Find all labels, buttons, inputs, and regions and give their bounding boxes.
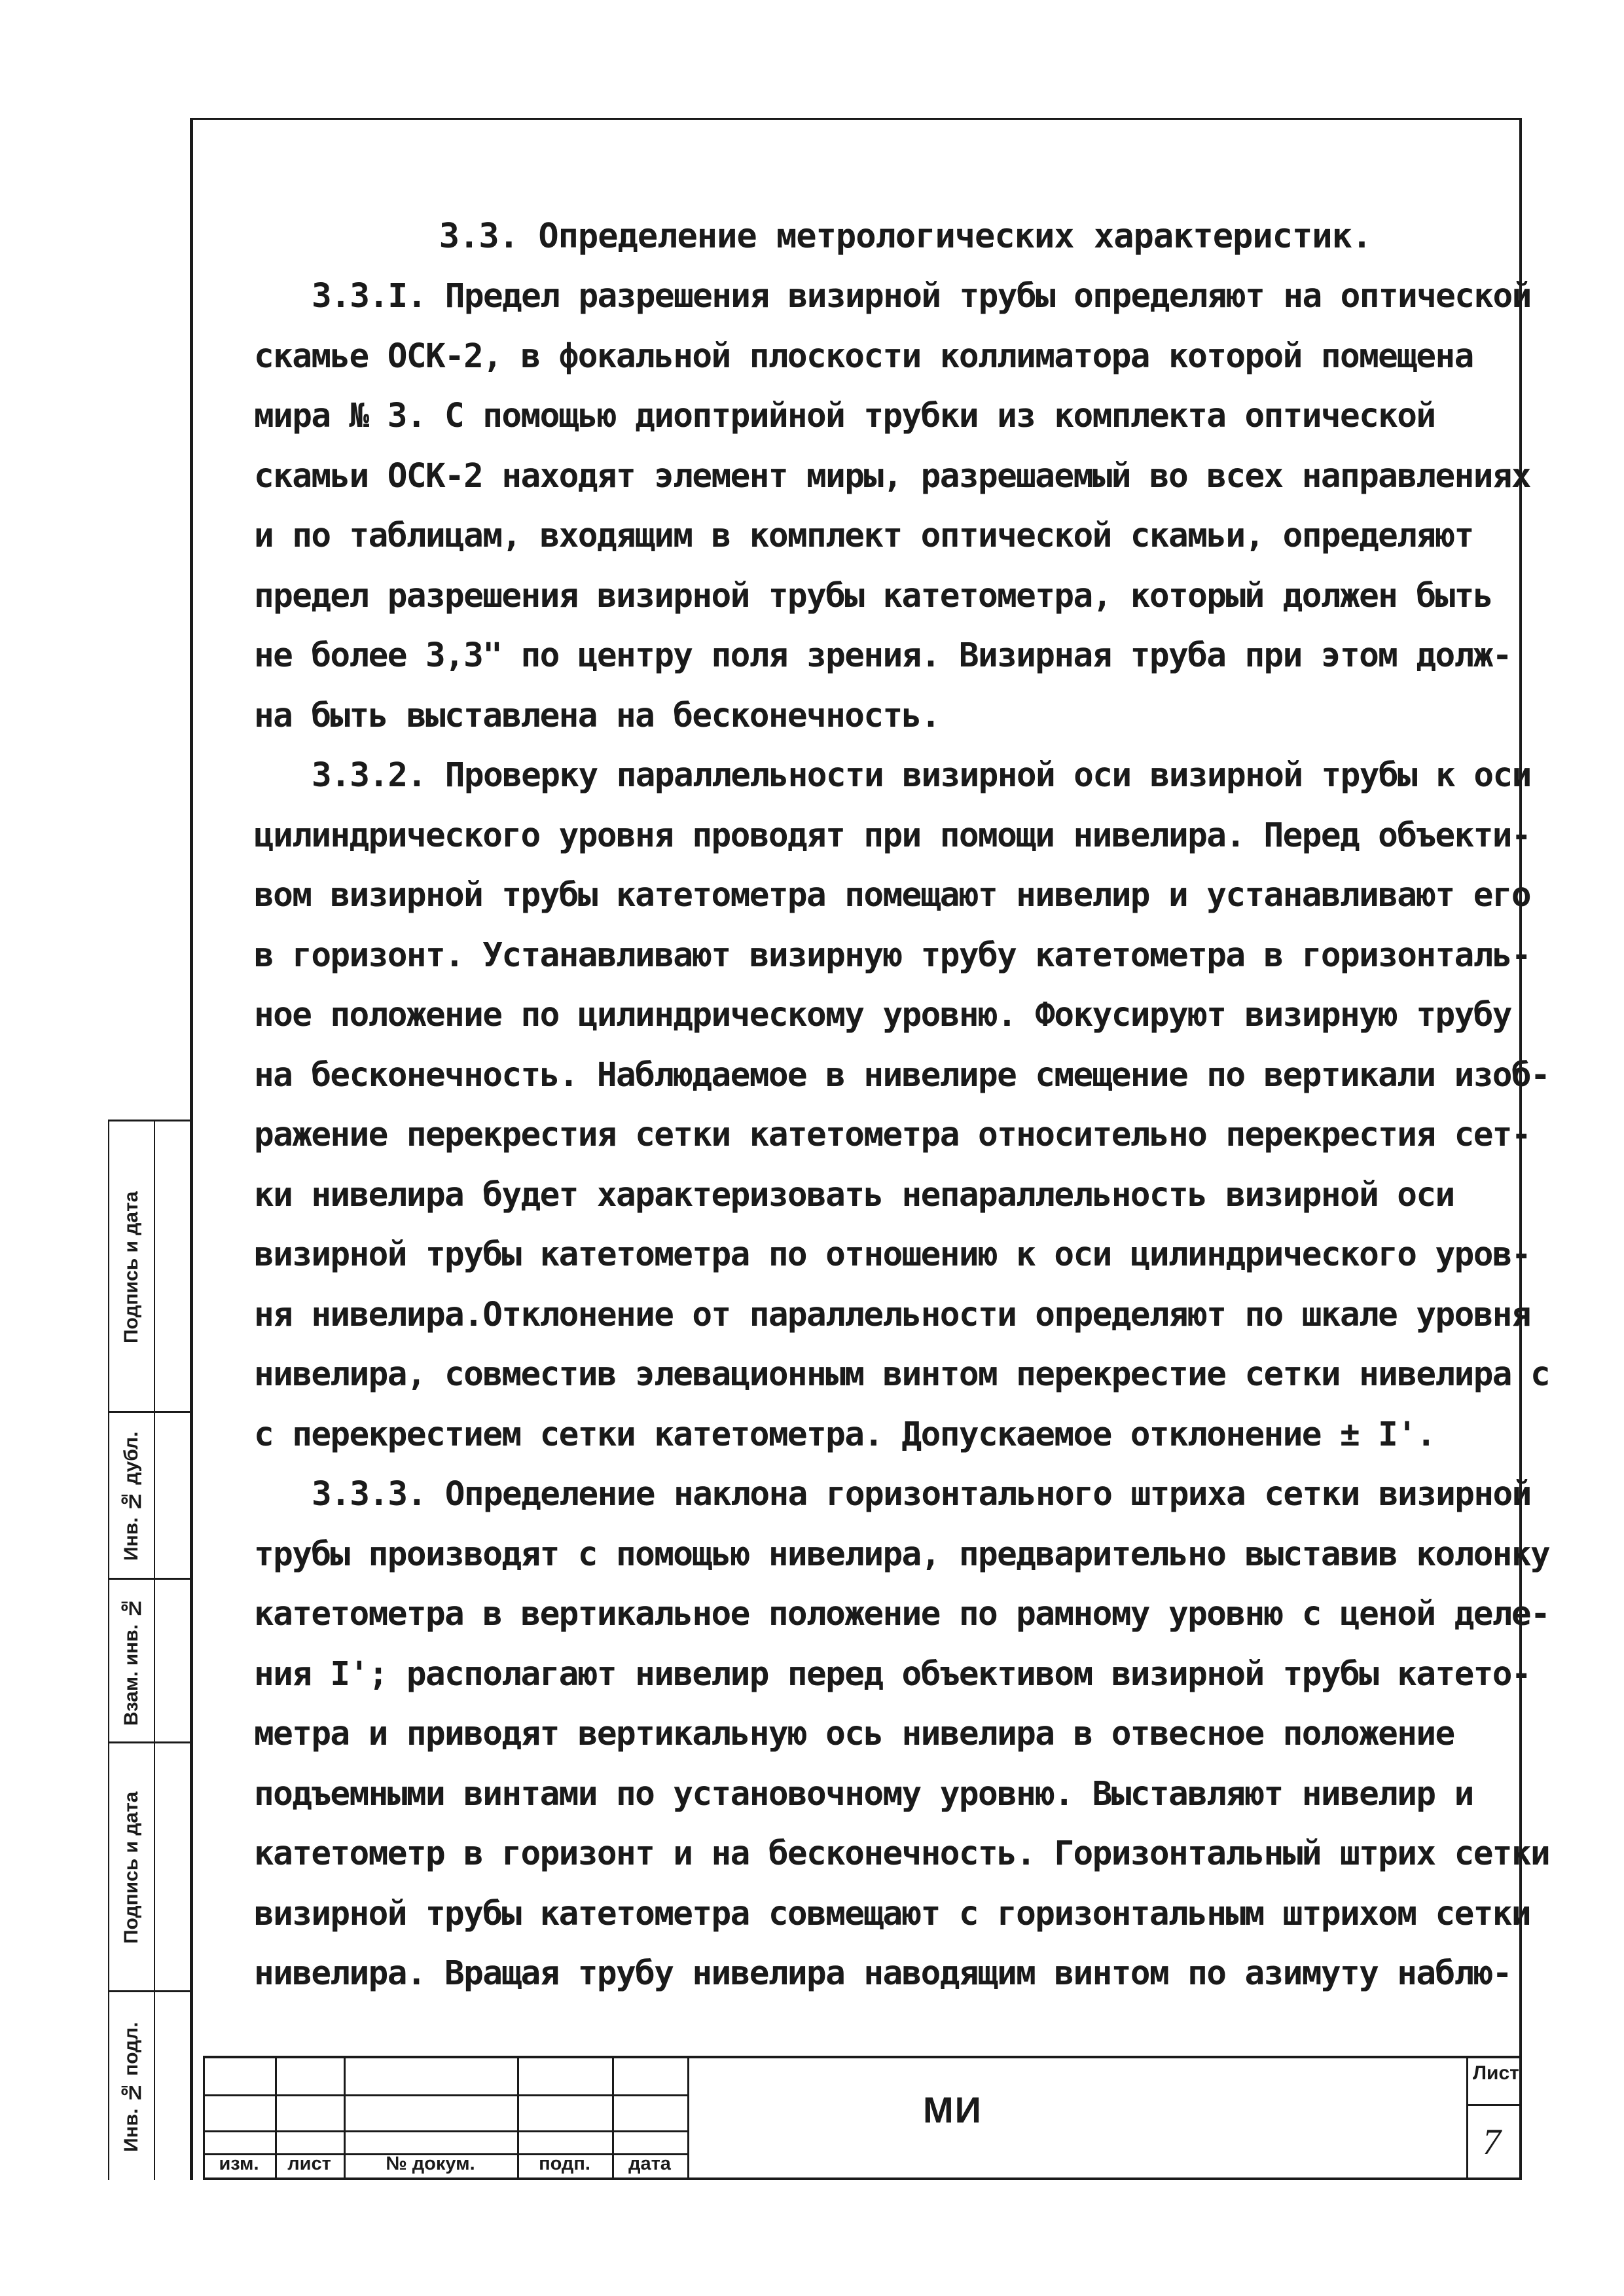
text-line: ния I'; располагают нивелир перед объективом визирной трубы катето- [254,1654,1531,1694]
side-label-dup-inv: Инв. № дубл. [120,1431,142,1561]
tb-label-doc: № докум. [386,2153,475,2174]
text-line: скамье ОСК-2, в фокальной плоскости коллиматора которой помещена [254,337,1473,376]
paragraph [254,746,1550,1465]
tb-sheet-line [1466,2104,1522,2106]
text-line: ня нивелира.Отклонение от параллельности определяют по шкале уровня [254,1295,1531,1334]
text-line: нивелира. Вращая трубу нивелира наводящим винтом по азимуту наблю- [254,1954,1511,1993]
tb-label-date: дата [628,2153,671,2174]
paragraph [254,266,1531,746]
text-line: вом визирной трубы катетометра помещают нивелир и устанавливают его [254,876,1531,915]
text-line: ное положение по цилиндрическому уровню. Фокусируют визирную трубу [254,996,1511,1034]
text-line: ражение перекрестия сетки катетометра относительно перекрестия сет- [254,1116,1531,1154]
text-line: с перекрестием сетки катетометра. Допускаемое отклонение ± I'. [254,1415,1435,1454]
text-line: на быть выставлена на бесконечность. [254,696,940,735]
document-code: МИ [923,2089,983,2130]
text-line: подъемными винтами по установочному уровню. Выставляют нивелир и [254,1774,1473,1813]
tb-row-line [203,2094,687,2096]
side-label-signature-bottom: Подпись и дата [120,1791,142,1944]
text-line: нивелира, совместив элевационным винтом перекрестие сетки нивелира с [254,1355,1550,1394]
document-body [254,206,1550,2004]
tb-row-line [203,2130,687,2132]
tb-label-sign: подп. [539,2153,590,2174]
text-line: катетометра в вертикальное положение по рамному уровню с ценой деле- [254,1595,1550,1633]
section-heading: 3.3. Определение метрологических характеристик. [439,217,1372,256]
text-line: визирной трубы катетометра по отношению к оси цилиндрического уров- [254,1235,1531,1274]
text-line: в горизонт. Устанавливают визирную трубу катетометра в горизонталь- [254,936,1531,975]
text-line: трубы производят с помощью нивелира, предварительно выставив колонку [254,1535,1550,1574]
text-line: 3.3.2. Проверку параллельности визирной оси визирной трубы к оси [312,756,1531,795]
text-line: не более 3,3" по центру поля зрения. Визирная труба при этом долж- [254,636,1511,675]
tb-label-change: изм. [219,2153,259,2174]
text-line: 3.3.3. Определение наклона горизонтального штриха сетки визирной [312,1475,1531,1514]
tb-divider [1466,2058,1468,2178]
side-label-signature-top: Подпись и дата [120,1191,142,1343]
text-line: метра и приводят вертикальную ось нивелира в отвесное положение [254,1715,1454,1753]
text-line: катетометр в горизонт и на бесконечность. Горизонтальный штрих сетки [254,1834,1550,1873]
side-cell-signature-top [108,1121,190,1413]
sheet-label: Лист [1473,2062,1519,2084]
side-label-orig-inv: Инв. № подл. [120,2022,142,2153]
side-cell-signature-bottom [108,1743,190,1992]
title-block [203,2056,1522,2180]
tb-label-sheet: лист [287,2153,331,2174]
text-line: визирной трубы катетометра совмещают с горизонтальным штрихом сетки [254,1894,1531,1933]
paragraphs [254,266,1550,2004]
sheet-number: 7 [1483,2122,1501,2162]
paragraph [254,1465,1550,2004]
text-line: ки нивелира будет характеризовать непараллельность визирной оси [254,1175,1454,1214]
side-cell-dup-inv [108,1413,190,1580]
text-line: цилиндрического уровня проводят при помощи нивелира. Перед объекти- [254,816,1531,855]
text-line: на бесконечность. Наблюдаемое в нивелире смещение по вертикали изоб- [254,1055,1550,1095]
text-line: скамьи ОСК-2 находят элемент миры, разрешаемый во всех направлениях [254,456,1531,496]
side-cell-replace-inv [108,1580,190,1743]
side-stamp-strip [108,1120,190,2180]
tb-divider [687,2058,689,2178]
text-line: 3.3.I. Предел разрешения визирной трубы определяют на оптической [312,277,1531,316]
text-line: и по таблицам, входящим в комплект оптической скамьи, определяют [254,517,1473,555]
side-label-replace-inv: Взам. инв. № [120,1597,142,1726]
text-line: мира № 3. С помощью диоптрийной трубки из комплекта оптической [254,397,1435,435]
side-cell-orig-inv [108,1992,190,2182]
text-line: предел разрешения визирной трубы катетометра, который должен быть [254,576,1492,615]
